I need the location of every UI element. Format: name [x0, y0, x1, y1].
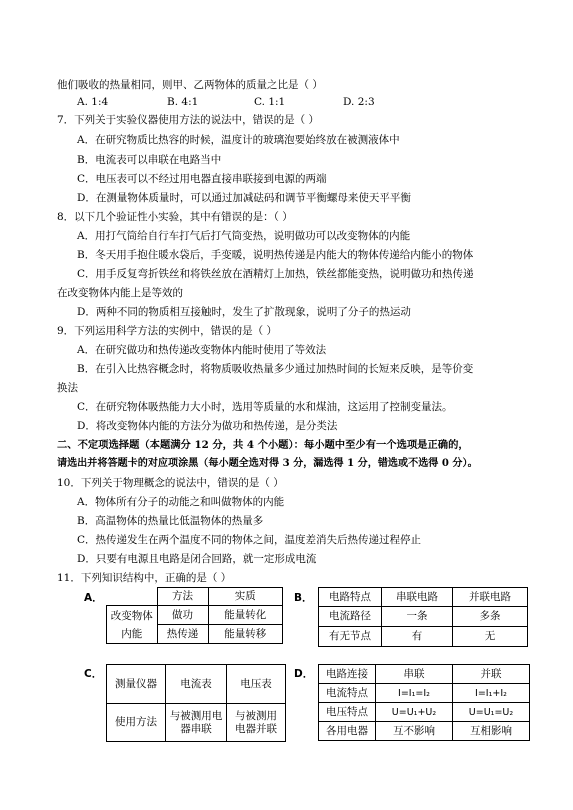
table-b-cell: 无 [453, 627, 528, 647]
table-c-header: 测量仪器 [107, 665, 166, 704]
table-a-cell: 热传递 [157, 625, 208, 644]
table-a-corner [107, 588, 158, 606]
section2-heading: 二、不定项选择题（本题满分 12 分，共 4 个小题）：每小题中至少有一个选项是正确的， [57, 439, 469, 451]
q6-continuation: 他们吸收的热量相同，则甲、乙两物体的质量之比是（ ） [57, 79, 323, 91]
table-b-cell: 有无节点 [319, 627, 382, 647]
q11-table-b [318, 587, 528, 647]
q11-table-d [318, 664, 530, 741]
q8-option-a: A．用打气筒给自行车打气后打气筒变热，说明做功可以改变物体的内能 [77, 230, 411, 242]
q7-option-b: B．电流表可以串联在电路当中 [77, 154, 222, 166]
q6-option-b: B. 4:1 [167, 96, 199, 108]
q11-table-a [106, 587, 283, 644]
table-c-cell: 使用方法 [107, 704, 166, 742]
q10-option-c: C．热传递发生在两个温度不同的物体之间，温度差消失后热传递过程停止 [77, 534, 422, 546]
q8-option-d: D．两种不同的物质相互接触时，发生了扩散现象，说明了分子的热运动 [77, 306, 411, 318]
table-c-header: 电流表 [166, 665, 227, 704]
table-d-header: 并联 [453, 665, 530, 684]
table-d-cell: 电压特点 [319, 703, 376, 722]
table-c-header: 电压表 [227, 665, 286, 704]
q8-option-c-cont: 在改变物体内能上是等效的 [57, 287, 183, 299]
table-d-cell: 各用电器 [319, 722, 376, 741]
table-c-cell: 与被测用电器并联 [227, 704, 286, 742]
table-b-header: 并联电路 [453, 588, 528, 607]
q6-option-a: A. 1:4 [77, 96, 109, 108]
table-a-cell: 做功 [157, 606, 208, 625]
q6-option-d: D. 2:3 [343, 96, 375, 108]
table-d-cell: 互相影响 [453, 722, 530, 741]
table-d-cell: I=I₁=I₂ [376, 684, 453, 703]
q10-option-a: A．物体所有分子的动能之和叫做物体的内能 [77, 496, 285, 508]
q9-option-d: D．将改变物体内能的方法分为做功和热传递，是分类法 [77, 420, 338, 432]
table-b-header: 电路特点 [319, 588, 382, 607]
q8-option-c: C．用手反复弯折铁丝和将铁丝放在酒精灯上加热，铁丝都能变热，说明做功和热传递 [77, 268, 474, 280]
table-a-cell: 能量转移 [208, 625, 283, 644]
table-b-cell: 电流路径 [319, 607, 382, 627]
q11-label-a: A． [84, 592, 103, 604]
q11-label-c: C． [84, 668, 103, 680]
q7-option-a: A．在研究物质比热容的时候，温度计的玻璃泡要始终放在被测液体中 [77, 134, 400, 146]
table-d-cell: 电流特点 [319, 684, 376, 703]
table-d-cell: U=U₁=U₂ [453, 703, 530, 722]
q9-stem: 9．下列运用科学方法的实例中，错误的是（ ） [57, 325, 278, 337]
q11-table-c [106, 664, 286, 742]
q10-option-b: B．高温物体的热量比低温物体的热量多 [77, 515, 264, 527]
table-a-header-method: 方法 [157, 588, 208, 606]
table-d-cell: U=U₁+U₂ [376, 703, 453, 722]
table-b-header: 串联电路 [382, 588, 453, 607]
q8-stem: 8．以下几个验证性小实验，其中有错误的是：（ ） [57, 211, 293, 223]
table-a-rowhead: 改变物体内能 [107, 606, 158, 644]
q7-option-c: C．电压表可以不经过用电器直接串联接到电源的两端 [77, 173, 327, 185]
table-d-header: 电路连接 [319, 665, 376, 684]
q10-option-d: D．只要有电源且电路是闭合回路，就一定形成电流 [77, 553, 317, 565]
q11-label-d: D． [294, 668, 314, 680]
q8-option-b: B．冬天用手抱住暖水袋后，手变暖，说明热传递是内能大的物体传递给内能小的物体 [77, 249, 474, 261]
q9-option-b: B．在引入比热容概念时，将物质吸收热量多少通过加热时间的长短来反映，是等价变 [77, 363, 474, 375]
table-d-cell: 互不影响 [376, 722, 453, 741]
table-d-header: 串联 [376, 665, 453, 684]
table-d-cell: I=I₁+I₂ [453, 684, 530, 703]
q6-options [77, 95, 375, 109]
q11-label-b: B． [294, 592, 313, 604]
q9-option-a: A．在研究做功和热传递改变物体内能时使用了等效法 [77, 344, 327, 356]
table-b-cell: 一条 [382, 607, 453, 627]
q9-option-c: C．在研究物体吸热能力大小时，选用等质量的水和煤油，这运用了控制变量法。 [77, 401, 453, 413]
q6-option-c: C. 1:1 [254, 96, 286, 108]
table-b-cell: 有 [382, 627, 453, 647]
q10-stem: 10．下列关于物理概念的说法中，错误的是（ ） [57, 477, 284, 489]
q7-option-d: D．在测量物体质量时，可以通过加减砝码和调节平衡螺母来使天平平衡 [77, 192, 411, 204]
table-a-header-essence: 实质 [208, 588, 283, 606]
table-c-cell: 与被测用电器串联 [166, 704, 227, 742]
section2-instructions: 请选出并将答题卡的对应项涂黑（每小题全选对得 3 分，漏选得 1 分，错选或不选得 0 分）。 [57, 458, 478, 469]
table-a-cell: 能量转化 [208, 606, 283, 625]
q9-option-b-cont: 换法 [57, 382, 78, 394]
q11-stem: 11．下列知识结构中，正确的是（ ） [57, 572, 232, 584]
table-b-cell: 多条 [453, 607, 528, 627]
q7-stem: 7．下列关于实验仪器使用方法的说法中，错误的是（ ） [57, 114, 320, 126]
